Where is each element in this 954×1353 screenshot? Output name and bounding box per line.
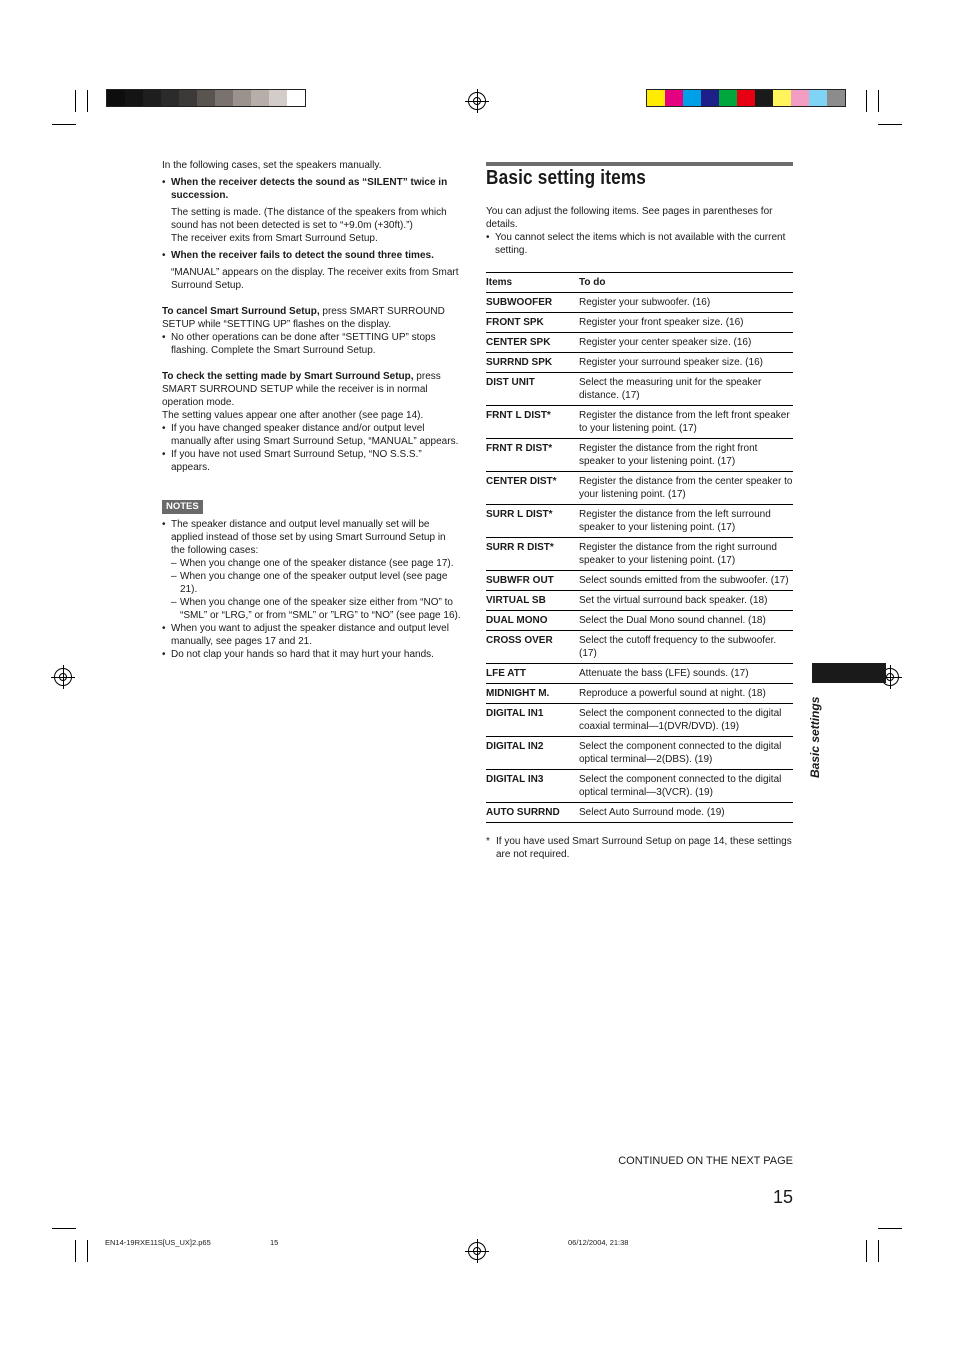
gray-swatch	[179, 90, 197, 106]
color-swatch	[773, 90, 791, 106]
gray-swatch	[107, 90, 125, 106]
case1-title: • When the receiver detects the sound as “SILENT” twice in succession.	[162, 176, 462, 202]
item-name: CROSS OVER	[486, 631, 579, 664]
table-row	[486, 313, 793, 333]
color-calibration-bar	[646, 89, 846, 107]
table-row	[486, 737, 793, 770]
note3: • Do not clap your hands so hard that it may hurt your hands.	[162, 648, 462, 661]
item-name: SURRND SPK	[486, 353, 579, 373]
table-header	[486, 273, 793, 293]
item-description: Register the distance from the left front speaker to your listening point. (17)	[579, 406, 793, 439]
item-description: Register the distance from the right surround speaker to your listening point. (17)	[579, 538, 793, 571]
item-name: DIGITAL IN3	[486, 770, 579, 803]
registration-mark-icon	[468, 1242, 486, 1260]
gray-swatch	[125, 90, 143, 106]
left-column	[162, 159, 462, 661]
item-name: SUBWOOFER	[486, 293, 579, 313]
check-text2: The setting values appear one after another (see page 14).	[162, 410, 424, 421]
setting-items-table	[486, 272, 793, 823]
table-row	[486, 538, 793, 571]
table-row	[486, 664, 793, 684]
item-name: SURR L DIST*	[486, 505, 579, 538]
registration-mark-icon	[54, 668, 72, 686]
item-name: DIGITAL IN2	[486, 737, 579, 770]
crop-mark	[866, 1240, 867, 1262]
item-name: MIDNIGHT M.	[486, 684, 579, 704]
registration-mark-icon	[468, 92, 486, 110]
manual-intro: In the following cases, set the speakers manually.	[162, 160, 382, 171]
item-description: Register your subwoofer. (16)	[579, 293, 793, 313]
table-row	[486, 293, 793, 313]
check-bullet1: • If you have changed speaker distance and/or output level manually after using Smart Surround Setup, “MANUAL” appears.	[162, 422, 462, 448]
continued-notice: CONTINUED ON THE NEXT PAGE	[618, 1155, 793, 1167]
gray-swatch	[251, 90, 269, 106]
gray-swatch	[215, 90, 233, 106]
intro-bullet: • You cannot select the items which is not available with the current setting.	[486, 231, 793, 257]
note2: • When you want to adjust the speaker distance and output level manually, see pages 17 and 21.	[162, 622, 462, 648]
item-description: Reproduce a powerful sound at night. (18)	[579, 684, 793, 704]
item-name: VIRTUAL SB	[486, 591, 579, 611]
item-description: Select the component connected to the digital optical terminal—3(VCR). (19)	[579, 770, 793, 803]
item-description: Select the component connected to the digital coaxial terminal—1(DVR/DVD). (19)	[579, 704, 793, 737]
table-row	[486, 505, 793, 538]
table-row	[486, 591, 793, 611]
color-swatch	[701, 90, 719, 106]
item-name: FRNT R DIST*	[486, 439, 579, 472]
notes-label: NOTES	[162, 500, 203, 514]
footer-filename: EN14-19RXE11S[US_UX]2.p65	[105, 1238, 211, 1247]
color-swatch	[755, 90, 773, 106]
note1: • The speaker distance and output level manually set will be applied instead of those set by using Smart Surround Setup in the following cases:	[162, 518, 462, 557]
crop-mark	[75, 1240, 76, 1262]
crop-mark	[52, 124, 76, 125]
item-description: Select the Dual Mono sound channel. (18)	[579, 611, 793, 631]
crop-mark	[878, 124, 902, 125]
table-row	[486, 333, 793, 353]
crop-mark	[75, 90, 76, 112]
table-row	[486, 704, 793, 737]
crop-mark	[866, 90, 867, 112]
table-row	[486, 803, 793, 823]
crop-mark	[878, 1240, 879, 1262]
crop-mark	[878, 90, 879, 112]
table-row	[486, 571, 793, 591]
color-swatch	[719, 90, 737, 106]
case1-text1: The setting is made. (The distance of the speakers from which sound has not been detected is set to “+9.0m (+30ft).”)	[171, 207, 447, 231]
color-swatch	[737, 90, 755, 106]
table-row	[486, 373, 793, 406]
footnote	[486, 835, 793, 861]
item-description: Select Auto Surround mode. (19)	[579, 803, 793, 823]
item-description: Register the distance from the right front speaker to your listening point. (17)	[579, 439, 793, 472]
item-description: Select the measuring unit for the speaker distance. (17)	[579, 373, 793, 406]
header-items: Items	[486, 273, 579, 293]
note1-dash1: – When you change one of the speaker distance (see page 17).	[162, 557, 462, 570]
item-name: DIST UNIT	[486, 373, 579, 406]
color-swatch	[647, 90, 665, 106]
page-title: Basic setting items	[486, 167, 647, 189]
table-row	[486, 770, 793, 803]
right-intro	[486, 205, 793, 257]
item-name: CENTER DIST*	[486, 472, 579, 505]
crop-mark	[52, 1228, 76, 1229]
color-swatch	[809, 90, 827, 106]
gray-swatch	[197, 90, 215, 106]
check-paragraph: To check the setting made by Smart Surround Setup, press SMART SURROUND SETUP while the receiver is in normal operation mode.	[162, 371, 441, 408]
table-row	[486, 439, 793, 472]
table-row	[486, 406, 793, 439]
cancel-bullet: • No other operations can be done after “SETTING UP” stops flashing. Complete the Smart Surround Setup.	[162, 331, 462, 357]
item-name: CENTER SPK	[486, 333, 579, 353]
side-section-label: Basic settings	[808, 696, 822, 778]
item-name: AUTO SURRND	[486, 803, 579, 823]
crop-mark	[878, 1228, 902, 1229]
section-tab	[812, 663, 886, 683]
item-description: Register the distance from the center speaker to your listening point. (17)	[579, 472, 793, 505]
table-row	[486, 684, 793, 704]
item-description: Attenuate the bass (LFE) sounds. (17)	[579, 664, 793, 684]
item-description: Select the cutoff frequency to the subwoofer. (17)	[579, 631, 793, 664]
item-description: Register your surround speaker size. (16)	[579, 353, 793, 373]
section-rule	[486, 162, 793, 166]
cancel-paragraph: To cancel Smart Surround Setup, press SMART SURROUND SETUP while “SETTING UP” flashes on the display.	[162, 306, 445, 330]
gray-swatch	[287, 90, 305, 106]
item-name: DUAL MONO	[486, 611, 579, 631]
table-row	[486, 472, 793, 505]
note1-dash3: – When you change one of the speaker size either from “NO” to “SML” or “LRG,” or from “SML” or ”LRG” to “NO” (see page 16).	[162, 596, 462, 622]
item-name: SURR R DIST*	[486, 538, 579, 571]
gray-swatch	[143, 90, 161, 106]
case2-title: • When the receiver fails to detect the sound three times.	[162, 249, 462, 262]
item-name: SUBWFR OUT	[486, 571, 579, 591]
header-todo: To do	[579, 273, 793, 293]
item-name: FRNT L DIST*	[486, 406, 579, 439]
footer-date: 06/12/2004, 21:38	[568, 1238, 629, 1247]
crop-mark	[87, 1240, 88, 1262]
case2-text: “MANUAL” appears on the display. The receiver exits from Smart Surround Setup.	[171, 267, 459, 291]
check-bullet2: • If you have not used Smart Surround Setup, “NO S.S.S.” appears.	[162, 448, 462, 474]
item-description: Register your center speaker size. (16)	[579, 333, 793, 353]
table-row	[486, 353, 793, 373]
gray-swatch	[269, 90, 287, 106]
item-name: DIGITAL IN1	[486, 704, 579, 737]
footnote-text: * If you have used Smart Surround Setup on page 14, these settings are not required.	[486, 835, 793, 861]
page-number: 15	[772, 1187, 793, 1207]
intro-text: You can adjust the following items. See pages in parentheses for details.	[486, 206, 773, 230]
color-swatch	[791, 90, 809, 106]
table-row	[486, 611, 793, 631]
item-description: Register your front speaker size. (16)	[579, 313, 793, 333]
grayscale-calibration-bar	[106, 89, 306, 107]
table-row	[486, 631, 793, 664]
crop-mark	[87, 90, 88, 112]
gray-swatch	[233, 90, 251, 106]
case1-text2: The receiver exits from Smart Surround Setup.	[171, 233, 378, 244]
note1-dash2: – When you change one of the speaker output level (see page 21).	[162, 570, 462, 596]
footer-page: 15	[270, 1238, 279, 1247]
item-description: Set the virtual surround back speaker. (18)	[579, 591, 793, 611]
color-swatch	[827, 90, 845, 106]
item-description: Select the component connected to the digital optical terminal—2(DBS). (19)	[579, 737, 793, 770]
color-swatch	[683, 90, 701, 106]
item-name: LFE ATT	[486, 664, 579, 684]
item-description: Register the distance from the left surround speaker to your listening point. (17)	[579, 505, 793, 538]
gray-swatch	[161, 90, 179, 106]
color-swatch	[665, 90, 683, 106]
item-description: Select sounds emitted from the subwoofer. (17)	[579, 571, 793, 591]
item-name: FRONT SPK	[486, 313, 579, 333]
